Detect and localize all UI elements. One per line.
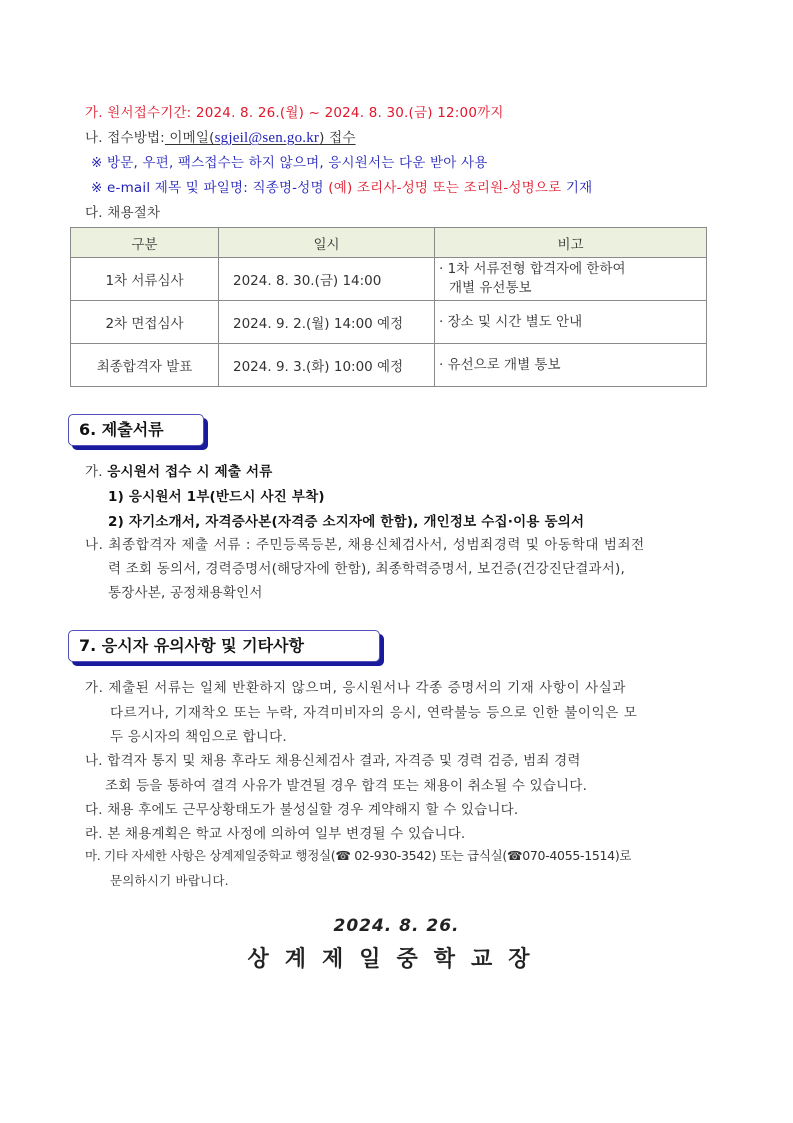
cell-datetime: 2024. 9. 3.(화) 10:00 예정 (219, 344, 435, 387)
application-method (85, 126, 356, 147)
documents-item-a1: 1) 응시원서 1부(반드시 사진 부착) (108, 489, 325, 505)
note-email-subject-text: ※ e-mail 제목 및 파일명: 직종명-성명 (91, 180, 329, 196)
note-email-example: (예) 조리사-성명 또는 조리원-성명으로 (328, 180, 562, 196)
documents-item-b-line3: 통장사본, 공정채용확인서 (108, 585, 263, 601)
notes-item-a-line1: 가. 제출된 서류는 일체 반환하지 않으며, 응시원서나 각종 증명서의 기재 사항이 사실과 (85, 680, 627, 696)
cell-stage: 1차 서류심사 (71, 258, 219, 301)
email-suffix: ) 접수 (319, 130, 356, 146)
notes-item-d: 라. 본 채용계획은 학교 사정에 의하여 일부 변경될 수 있습니다. (85, 826, 466, 842)
school-principal-signature: 상계제일중학교장 (247, 947, 546, 972)
notes-item-c: 다. 채용 후에도 근무상황태도가 불성실할 경우 계약해지 할 수 있습니다. (85, 802, 519, 818)
col-header-datetime: 일시 (219, 228, 435, 258)
email-link[interactable]: sgjeil@sen.go.kr (214, 130, 320, 146)
application-period-text: 원서접수기간: 2024. 8. 26.(월) ~ 2024. 8. 30.(금) 12:00까지 (107, 105, 504, 121)
section-heading-documents: 6. 제출서류 (68, 414, 204, 446)
cell-datetime: 2024. 9. 2.(월) 14:00 예정 (219, 301, 435, 344)
table-header-row (71, 228, 707, 258)
notes-item-e-line1: 마. 기타 자세한 사항은 상계제일중학교 행정실(☎ 02-930-3542) 또는 급식실(☎070-4055-1514)로 (85, 848, 632, 863)
application-period (85, 101, 504, 121)
note-line: · 1차 서류전형 합격자에 한하여 (439, 261, 626, 277)
table-row (71, 258, 707, 301)
notes-item-e-line2: 문의하시기 바랍니다. (110, 873, 229, 888)
note-line: 개별 유선통보 (449, 280, 532, 296)
notes-item-a-line3: 두 응시자의 책임으로 합니다. (110, 729, 287, 745)
note-email-subject-end: 기재 (561, 180, 593, 196)
application-method-label: 나. 접수방법: (85, 130, 165, 146)
cell-note: · 장소 및 시간 별도 안내 (435, 301, 707, 344)
notes-item-b-line2: 조회 등을 통하여 결격 사유가 발견될 경우 합격 또는 채용이 취소될 수 있습니다. (105, 778, 588, 794)
documents-item-b-line2: 력 조회 동의서, 경력증명서(해당자에 한함), 최종학력증명서, 보건증(건강진단결과서), (108, 561, 625, 577)
documents-item-b-line1: 나. 최종합격자 제출 서류 : 주민등록등본, 채용신체검사서, 성범죄경력 및 아동학대 범죄전 (85, 537, 645, 553)
note-email-subject (91, 176, 592, 196)
documents-item-a (85, 460, 273, 480)
application-method-value (165, 130, 356, 146)
note-no-visit: ※ 방문, 우편, 팩스접수는 하지 않으며, 응시원서는 다운 받아 사용 (91, 155, 488, 171)
item-prefix: 가. (85, 464, 108, 480)
cell-note (435, 258, 707, 301)
email-label: 이메일( (164, 130, 215, 146)
section-heading-notes: 7. 응시자 유의사항 및 기타사항 (68, 630, 380, 662)
table-row (71, 344, 707, 387)
document-date: 2024. 8. 26. (333, 916, 460, 936)
hiring-process-table (70, 227, 707, 387)
cell-note: · 유선으로 개별 통보 (435, 344, 707, 387)
notes-item-b-line1: 나. 합격자 통지 및 채용 후라도 채용신체검사 결과, 자격증 및 경력 검증, 범죄 경력 (85, 753, 581, 769)
col-header-stage: 구분 (71, 228, 219, 258)
documents-item-a2: 2) 자기소개서, 자격증사본(자격증 소지자에 한함), 개인정보 수집·이용 동의서 (108, 514, 585, 530)
cell-stage: 최종합격자 발표 (71, 344, 219, 387)
notes-item-a-line2: 다르거나, 기재착오 또는 누락, 자격미비자의 응시, 연락불능 등으로 인한 불이익은 모 (110, 705, 638, 721)
table-row (71, 301, 707, 344)
documents-item-a-text: 응시원서 접수 시 제출 서류 (107, 464, 273, 480)
item-prefix: 가. (85, 105, 108, 121)
col-header-note: 비고 (435, 228, 707, 258)
hiring-process-heading: 다. 채용절차 (85, 205, 161, 221)
cell-stage: 2차 면접심사 (71, 301, 219, 344)
cell-datetime: 2024. 8. 30.(금) 14:00 (219, 258, 435, 301)
